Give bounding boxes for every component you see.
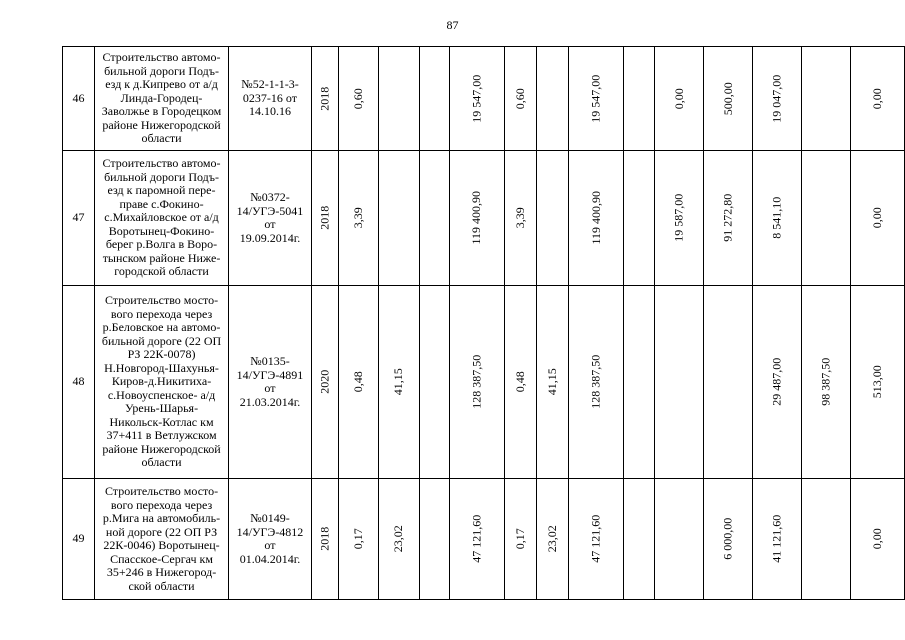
table-row [63,479,905,600]
object-description: Строительство автомо- бильной дороги Подъ- езд к паромной пере- праве с.Фокино- с.Михайловское от а/д Воротынец-Фокино- берег р.Волга в Воро- тынском районе Ниже- городской области [94,151,228,286]
value-cell [449,47,504,151]
contract-reference: №0149- 14/УГЭ-4812 от 01.04.2014г. [229,479,312,600]
value-cell [624,479,655,600]
value-text: 128 387,50 [469,355,484,409]
value-cell [624,151,655,286]
value-cell [449,479,504,600]
value-cell [569,47,624,151]
object-description: Строительство автомо- бильной дороги Подъ- езд к д.Кипрево от а/д Линда-Городец- Заволжье в Городецком районе Нижегородской области [94,47,228,151]
value-cell [449,286,504,479]
value-cell [624,47,655,151]
value-text: 513,00 [869,365,884,399]
value-cell [802,479,851,600]
value-cell [753,151,802,286]
value-cell [851,286,905,479]
value-cell [536,151,569,286]
value-cell [753,47,802,151]
value-cell [338,151,378,286]
value-text: 0,17 [350,528,365,550]
page-number: 87 [446,18,459,32]
value-text: 0,60 [512,88,527,109]
value-text: 0,00 [869,88,884,109]
value-cell [655,286,704,479]
value-text: 29 487,00 [769,358,784,406]
value-cell [536,286,569,479]
value-text: 19 047,00 [769,74,784,123]
value-cell [655,479,704,600]
value-text: 119 400,90 [469,191,484,245]
value-cell [536,47,569,151]
value-text: 3,39 [512,207,527,229]
value-text: 0,00 [671,88,686,109]
table-row [63,151,905,286]
row-number: 48 [63,286,95,479]
value-cell [704,151,753,286]
value-text: 47 121,60 [588,515,603,563]
row-number: 49 [63,479,95,600]
value-text: 91 272,80 [720,194,735,242]
value-text: 128 387,50 [588,355,603,409]
value-cell [338,47,378,151]
value-text: 41,15 [544,368,559,396]
value-text: 2018 [316,86,331,111]
value-cell [851,47,905,151]
value-cell [802,286,851,479]
value-text: 2018 [316,206,331,230]
value-cell [753,479,802,600]
contract-reference: №52-1-1-3- 0237-16 от 14.10.16 [229,47,312,151]
value-cell [338,286,378,479]
value-cell [311,151,338,286]
value-text: 0,60 [350,88,365,109]
value-cell [704,47,753,151]
row-number: 46 [63,47,95,151]
value-cell [338,479,378,600]
value-cell [655,151,704,286]
value-text: 119 400,90 [588,191,603,245]
value-cell [504,286,536,479]
value-cell [802,47,851,151]
value-text: 23,02 [391,525,406,553]
value-cell [704,286,753,479]
row-number: 47 [63,151,95,286]
value-text: 8 541,10 [769,197,784,239]
value-text: 0,17 [512,528,527,550]
value-cell [704,479,753,600]
value-cell [851,479,905,600]
value-cell [420,286,450,479]
value-cell [536,479,569,600]
value-cell [851,151,905,286]
value-text: 0,48 [350,371,365,393]
value-text: 6 000,00 [720,518,735,560]
object-description: Строительство мосто- вого перехода через р.Мига на автомобиль- ной дороге (22 ОП РЗ 22К-0046) Воротынец- Спасское-Сергач км 35+246 в Нижегород- ской области [94,479,228,600]
value-cell [504,47,536,151]
value-cell [569,151,624,286]
investment-table [62,46,905,600]
value-cell [378,47,420,151]
value-cell [569,479,624,600]
value-cell [420,47,450,151]
value-cell [449,151,504,286]
value-text: 2020 [316,370,331,394]
table-row [63,286,905,479]
value-cell [753,286,802,479]
value-cell [378,479,420,600]
value-cell [378,286,420,479]
value-cell [311,286,338,479]
value-cell [504,479,536,600]
value-text: 2018 [316,527,331,551]
value-text: 19 547,00 [588,74,603,123]
value-text: 0,48 [512,371,527,393]
value-text: 23,02 [544,525,559,553]
value-text: 41,15 [391,368,406,396]
contract-reference: №0372- 14/УГЭ-5041 от 19.09.2014г. [229,151,312,286]
contract-reference: №0135- 14/УГЭ-4891 от 21.03.2014г. [229,286,312,479]
value-text: 0,00 [869,207,884,229]
value-cell [624,286,655,479]
value-text: 0,00 [869,528,884,550]
value-cell [569,286,624,479]
value-text: 98 387,50 [818,358,833,406]
value-cell [504,151,536,286]
value-cell [311,47,338,151]
table-row [63,47,905,151]
value-text: 500,00 [720,82,735,115]
value-cell [420,151,450,286]
object-description: Строительство мосто- вого перехода через р.Беловское на автомо- бильной дороге (22 ОП РЗ 22К-0078) Н.Новгород-Шахунья- Киров-д.Никитиха- с.Новоуспенское- а/д Урень-Шарья- Никольск-Котлас км 37+411 в Ветлужском районе Нижегородской области [94,286,228,479]
value-cell [378,151,420,286]
value-text: 41 121,60 [769,515,784,563]
value-text: 47 121,60 [469,515,484,563]
value-text: 3,39 [350,207,365,229]
table-body [63,47,905,600]
value-cell [420,479,450,600]
value-cell [802,151,851,286]
value-text: 19 587,00 [671,194,686,242]
value-text: 19 547,00 [469,74,484,123]
value-cell [655,47,704,151]
value-cell [311,479,338,600]
